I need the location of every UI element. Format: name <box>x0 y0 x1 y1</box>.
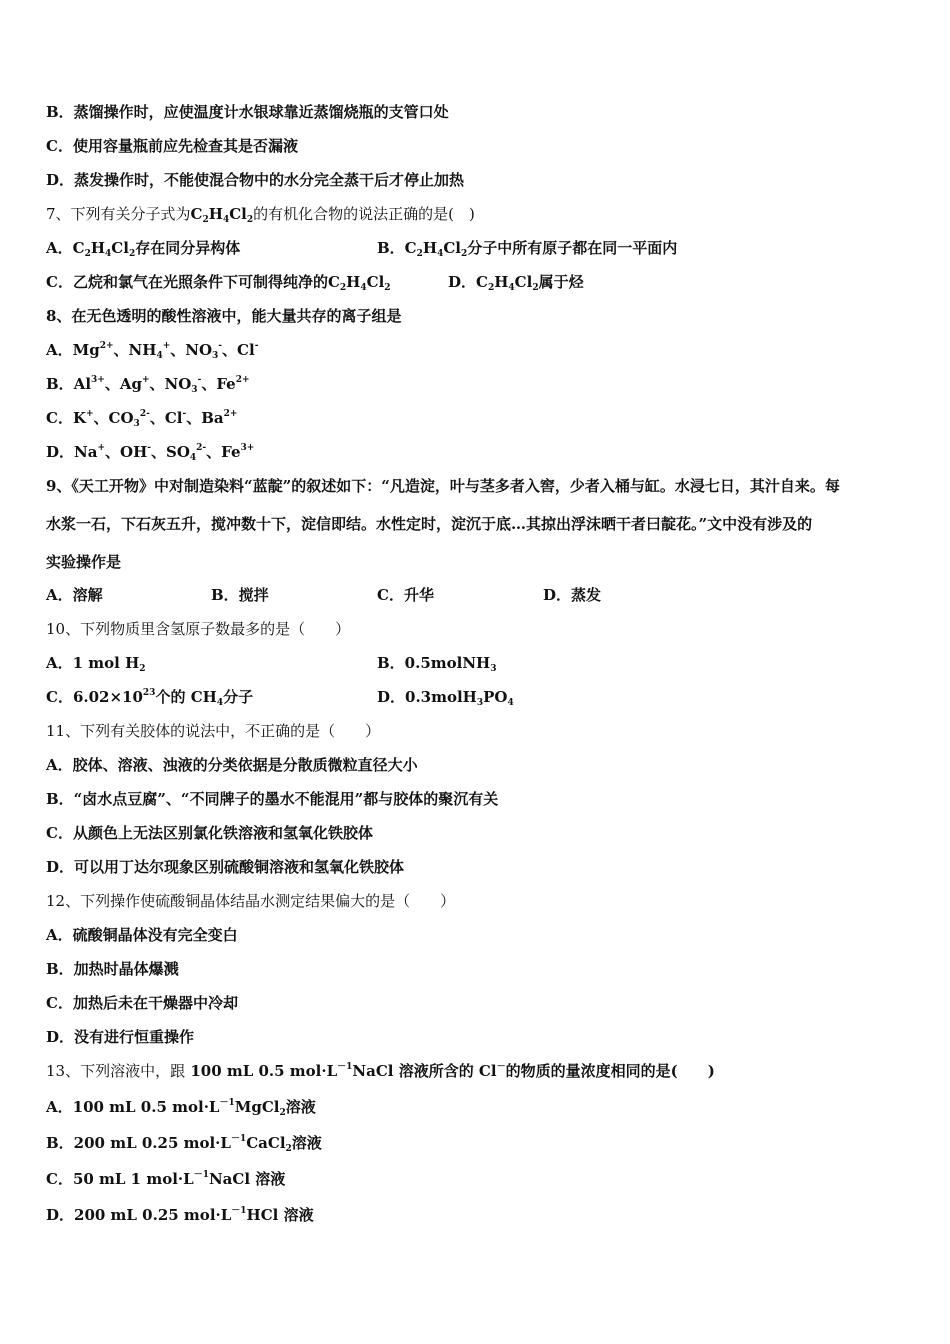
q11-option-b: B．“卤水点豆腐”、“不同牌子的墨水不能混用”都与胶体的聚沉有关 <box>46 790 499 808</box>
q13-stem-c: 的物质的量浓度相同的是( ) <box>505 1062 715 1080</box>
q8-stem: 8、在无色透明的酸性溶液中，能大量共存的离子组是 <box>46 307 402 325</box>
q8-option-c: C．K+、$CO_3^{2-}$、Cl-、$Ba^{2+}$ <box>46 409 238 429</box>
q10-option-a: A．1 mol $H_2$ <box>46 654 146 674</box>
q11-option-a: A．胶体、溶液、浊液的分类依据是分散质微粒直径大小 <box>46 756 418 774</box>
q11-stem: 11、下列有关胶体的说法中，不正确的是（ ） <box>46 722 381 740</box>
q8-option-a: A．$Mg^{2+}$、$NH_4^+$、$NO_3^-$、Cl- <box>46 341 259 361</box>
q9-paragraph-2: 水浆一石，下石灰五升，搅冲数十下，淀信即结。水性定时，淀沉于底…其掠出浮沫晒干者曰靛花。”文中没有涉及的 <box>46 515 813 533</box>
q10-option-c: C．$6.02\times 10^{23}$个的 $CH_4$分子 <box>46 688 254 708</box>
q13-option-a: A．100 mL 0.5 $mol\cdot L^{-1}MgCl_2$溶液 <box>46 1098 316 1118</box>
q12-option-a: A．硫酸铜晶体没有完全变白 <box>46 926 238 944</box>
q10-option-d: D．$0.3molH_3PO_4$ <box>377 688 514 708</box>
q12-option-b: B．加热时晶体爆溅 <box>46 960 179 978</box>
q7-row-cd <box>46 272 906 292</box>
q9-option-c: C．升华 <box>377 586 434 604</box>
q10-stem: 10、下列物质里含氢原子数最多的是（ ） <box>46 620 351 638</box>
q10-row-ab <box>46 653 906 673</box>
q12-option-c: C．加热后未在干燥器中冷却 <box>46 994 238 1012</box>
q7-option-a: A．$C_2H_4Cl_2$存在同分异构体 <box>46 239 241 259</box>
q11-option-c: C．从颜色上无法区别氯化铁溶液和氢氧化铁胶体 <box>46 824 373 842</box>
q8-option-d: D．Na+、OH-、$SO_4^{2-}$、$Fe^{3+}$ <box>46 443 255 463</box>
q13-option-c: C．50 mL 1 $mol\cdot L^{-1}NaCl$ 溶液 <box>46 1170 286 1188</box>
q13-option-d: D．200 mL 0.25 $mol\cdot L^{-1}HCl$ 溶液 <box>46 1206 314 1224</box>
q7-row-ab <box>46 238 906 258</box>
q13-stem-b: NaCl 溶液所含的 Cl <box>352 1062 497 1080</box>
q13-stem: 13、下列溶液中，跟 100 mL 0.5 $mol\cdot L^{-1}NaCl$ 溶液所含的 Cl－的物质的量浓度相同的是( ) <box>46 1062 715 1080</box>
q10-option-b: B．0.5molNH$_3$ <box>377 654 497 674</box>
q7-stem-a: 7、下列有关分子式为 <box>46 205 191 223</box>
q7-option-d: D．$C_2H_4Cl_2$属于烃 <box>448 273 584 293</box>
q11-option-d: D．可以用丁达尔现象区别硫酸铜溶液和氢氧化铁胶体 <box>46 858 405 876</box>
q9-paragraph-3: 实验操作是 <box>46 553 122 571</box>
q7-option-b: B．$C_2H_4Cl_2$分子中所有原子都在同一平面内 <box>377 239 678 259</box>
q6-option-b: B．蒸馏操作时，应使温度计水银球靠近蒸馏烧瓶的支管口处 <box>46 103 449 121</box>
q9-option-a: A．溶解 <box>46 586 103 604</box>
q9-paragraph-1: 9、《天工开物》中对制造染料“蓝靛”的叙述如下：“凡造淀，叶与茎多者入窖，少者入桶与缸。水浸七日，其汁自来。每 <box>46 477 840 495</box>
q6-option-d: D．蒸发操作时，不能使混合物中的水分完全蒸干后才停止加热 <box>46 171 465 189</box>
q8-option-b: B．$Al^{3+}$、Ag+、$NO_3^-$、$Fe^{2+}$ <box>46 375 250 395</box>
q10-row-cd <box>46 687 906 707</box>
q6-option-c: C．使用容量瓶前应先检查其是否漏液 <box>46 137 298 155</box>
q13-option-b: B．200 mL 0.25 $mol\cdot L^{-1}CaCl_2$溶液 <box>46 1134 322 1154</box>
q9-option-d: D．蒸发 <box>543 586 602 604</box>
q7-stem <box>46 204 475 224</box>
q9-option-b: B．搅拌 <box>211 586 269 604</box>
q7-formula: $C_2H_4Cl_2$ <box>190 205 254 225</box>
q12-stem: 12、下列操作使硫酸铜晶体结晶水测定结果偏大的是（ ） <box>46 892 456 910</box>
q7-option-c: C．乙烷和氯气在光照条件下可制得纯净的$C_2H_4Cl_2$ <box>46 273 391 293</box>
q12-option-d: D．没有进行恒重操作 <box>46 1028 195 1046</box>
q13-number: 13、下列溶液中，跟 <box>46 1062 186 1080</box>
q7-stem-b: 的有机化合物的说法正确的是( ) <box>253 205 475 223</box>
q9-options <box>46 585 906 605</box>
